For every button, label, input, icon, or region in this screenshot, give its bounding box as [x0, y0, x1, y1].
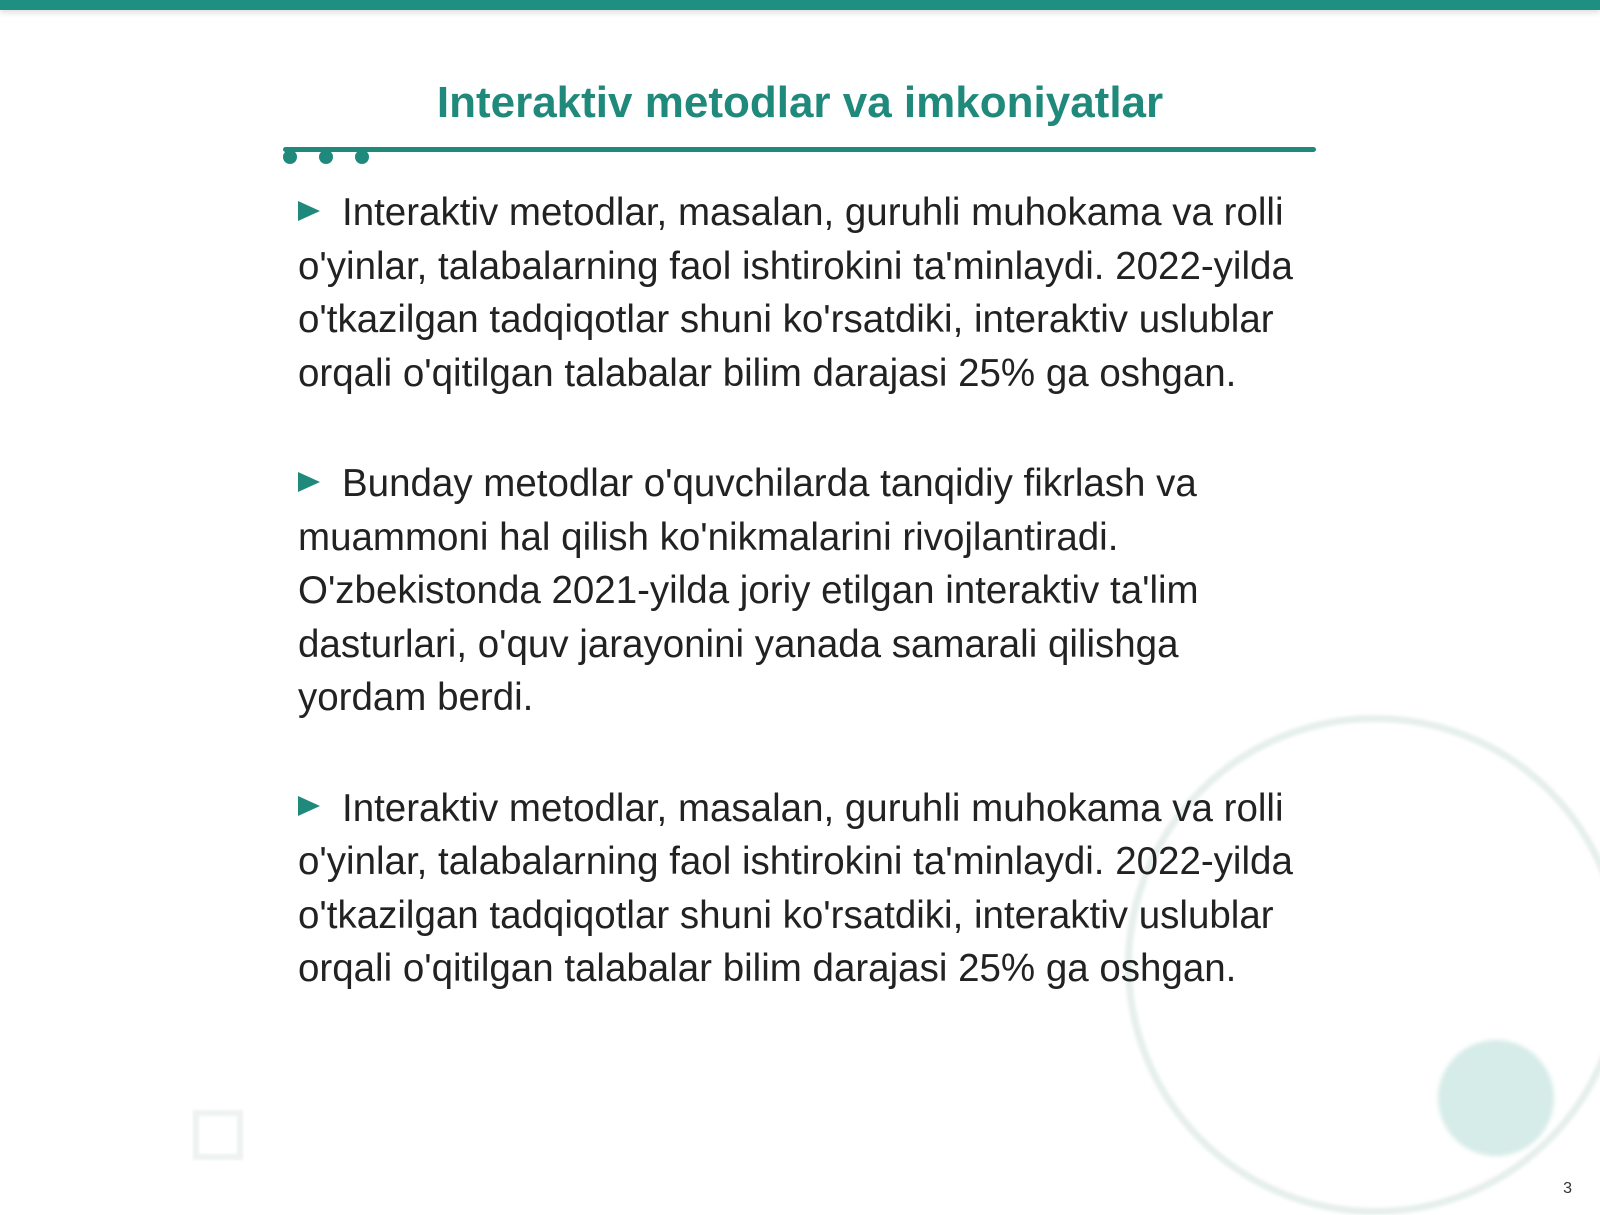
slide-title: Interaktiv metodlar va imkoniyatlar — [436, 78, 1164, 127]
top-accent-bar — [0, 0, 1600, 10]
bullet-item — [298, 457, 1298, 725]
decorative-circle — [1438, 1040, 1554, 1156]
bullet-item — [298, 186, 1298, 400]
bullet-text: Interaktiv metodlar, masalan, guruhli muhokama va rolli o'yinlar, talabalarning faol ishtirokini ta'minlaydi. 2022-yilda o'tkazilgan tadqiqotlar shuni ko'rsatdiki, interaktiv uslublar orqali o'qitilgan talabalar bilim darajasi 25% ga oshgan. — [298, 191, 1293, 395]
play-triangle-icon — [298, 472, 320, 492]
underline-dot — [283, 150, 297, 164]
underline-dot — [319, 150, 333, 164]
bullet-text: Interaktiv metodlar, masalan, guruhli muhokama va rolli o'yinlar, talabalarning faol ishtirokini ta'minlaydi. 2022-yilda o'tkazilgan tadqiqotlar shuni ko'rsatdiki, interaktiv uslublar orqali o'qitilgan talabalar bilim darajasi 25% ga oshgan. — [298, 786, 1293, 990]
bullet-item — [298, 782, 1298, 996]
bullet-list — [298, 186, 1298, 1053]
play-triangle-icon — [298, 201, 320, 221]
page-number: 3 — [1563, 1180, 1572, 1197]
decorative-square — [193, 1110, 243, 1160]
underline-dot — [355, 150, 369, 164]
title-underline — [283, 147, 1316, 152]
play-triangle-icon — [298, 796, 320, 816]
bullet-text: Bunday metodlar o'quvchilarda tanqidiy fikrlash va muammoni hal qilish ko'nikmalarini rivojlantiradi. O'zbekistonda 2021-yilda joriy etilgan interaktiv ta'lim dasturlari, o'quv jarayonini yanada samarali qilishga yordam berdi. — [298, 462, 1199, 719]
